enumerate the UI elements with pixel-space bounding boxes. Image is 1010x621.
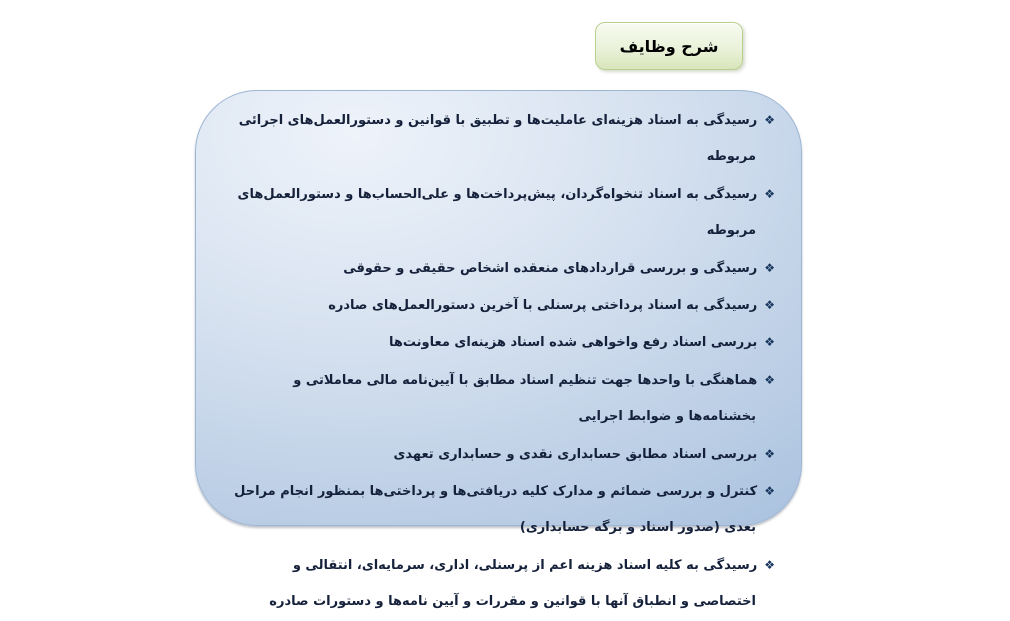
bullet-text: رسیدگی و بررسی قراردادهای منعقده اشخاص حقیقی و حقوقی: [343, 260, 758, 276]
bullet-item: [226, 324, 775, 361]
bullet-text: رسیدگی به اسناد تنخواه‌گردان، پیش‌پرداخت‌ها و علی‌الحساب‌ها و دستورالعمل‌های مربوطه: [237, 186, 758, 239]
bullet-text: بررسی اسناد مطابق حسابداری نقدی و حسابداری تعهدی: [393, 446, 758, 462]
bullet-item: [226, 287, 775, 324]
bullet-text: رسیدگی به کلیه اسناد هزینه اعم از پرسنلی، اداری، سرمایه‌ای، انتقالی و اختصاصی و انطباق آنها با قوانین و مقررات و آیین نامه‌ها و دستورات صادره: [269, 557, 758, 610]
bullet-text: کنترل و بررسی ضمائم و مدارک کلیه دریافتی‌ها و پرداختی‌ها بمنظور انجام مراحل بعدی (صدور اسناد و برگه حسابداری): [234, 484, 758, 536]
bullet-item: [226, 176, 775, 250]
diamond-bullet-icon: ❖: [764, 372, 775, 387]
bullet-item: [226, 102, 775, 176]
diamond-bullet-icon: ❖: [764, 557, 775, 572]
bullet-text: رسیدگی به اسناد هزینه‌ای عاملیت‌ها و تطبیق با قوانین و دستورالعمل‌های اجرائی مربوطه: [238, 113, 758, 165]
bullet-item: [226, 362, 775, 436]
diamond-bullet-icon: ❖: [764, 113, 775, 127]
diamond-bullet-icon: ❖: [764, 335, 775, 350]
bullet-text: هماهنگی با واحدها جهت تنظیم اسناد مطابق با آیین‌نامه مالی معاملاتی و بخشنامه‌ها و ضوابط اجرایی: [293, 372, 758, 425]
diamond-bullet-icon: ❖: [764, 186, 775, 201]
bullet-item: [226, 436, 775, 473]
diamond-bullet-icon: ❖: [764, 484, 775, 499]
bullet-text: بررسی اسناد رفع واخواهی شده اسناد هزینه‌ای معاونت‌ها: [389, 335, 758, 351]
content-panel: [195, 90, 802, 610]
title-box: [595, 22, 743, 70]
bullet-item: [226, 250, 775, 287]
diamond-bullet-icon: ❖: [764, 260, 775, 275]
bullet-text: رسیدگی به اسناد پرداختی پرسنلی با آخرین دستورالعمل‌های صادره: [328, 298, 758, 314]
diamond-bullet-icon: ❖: [764, 298, 775, 313]
bullet-list: [196, 91, 801, 610]
bullet-item: [226, 547, 775, 621]
bullet-item: [226, 473, 775, 547]
title-label: شرح وظایف: [619, 36, 719, 56]
diamond-bullet-icon: ❖: [764, 446, 775, 461]
